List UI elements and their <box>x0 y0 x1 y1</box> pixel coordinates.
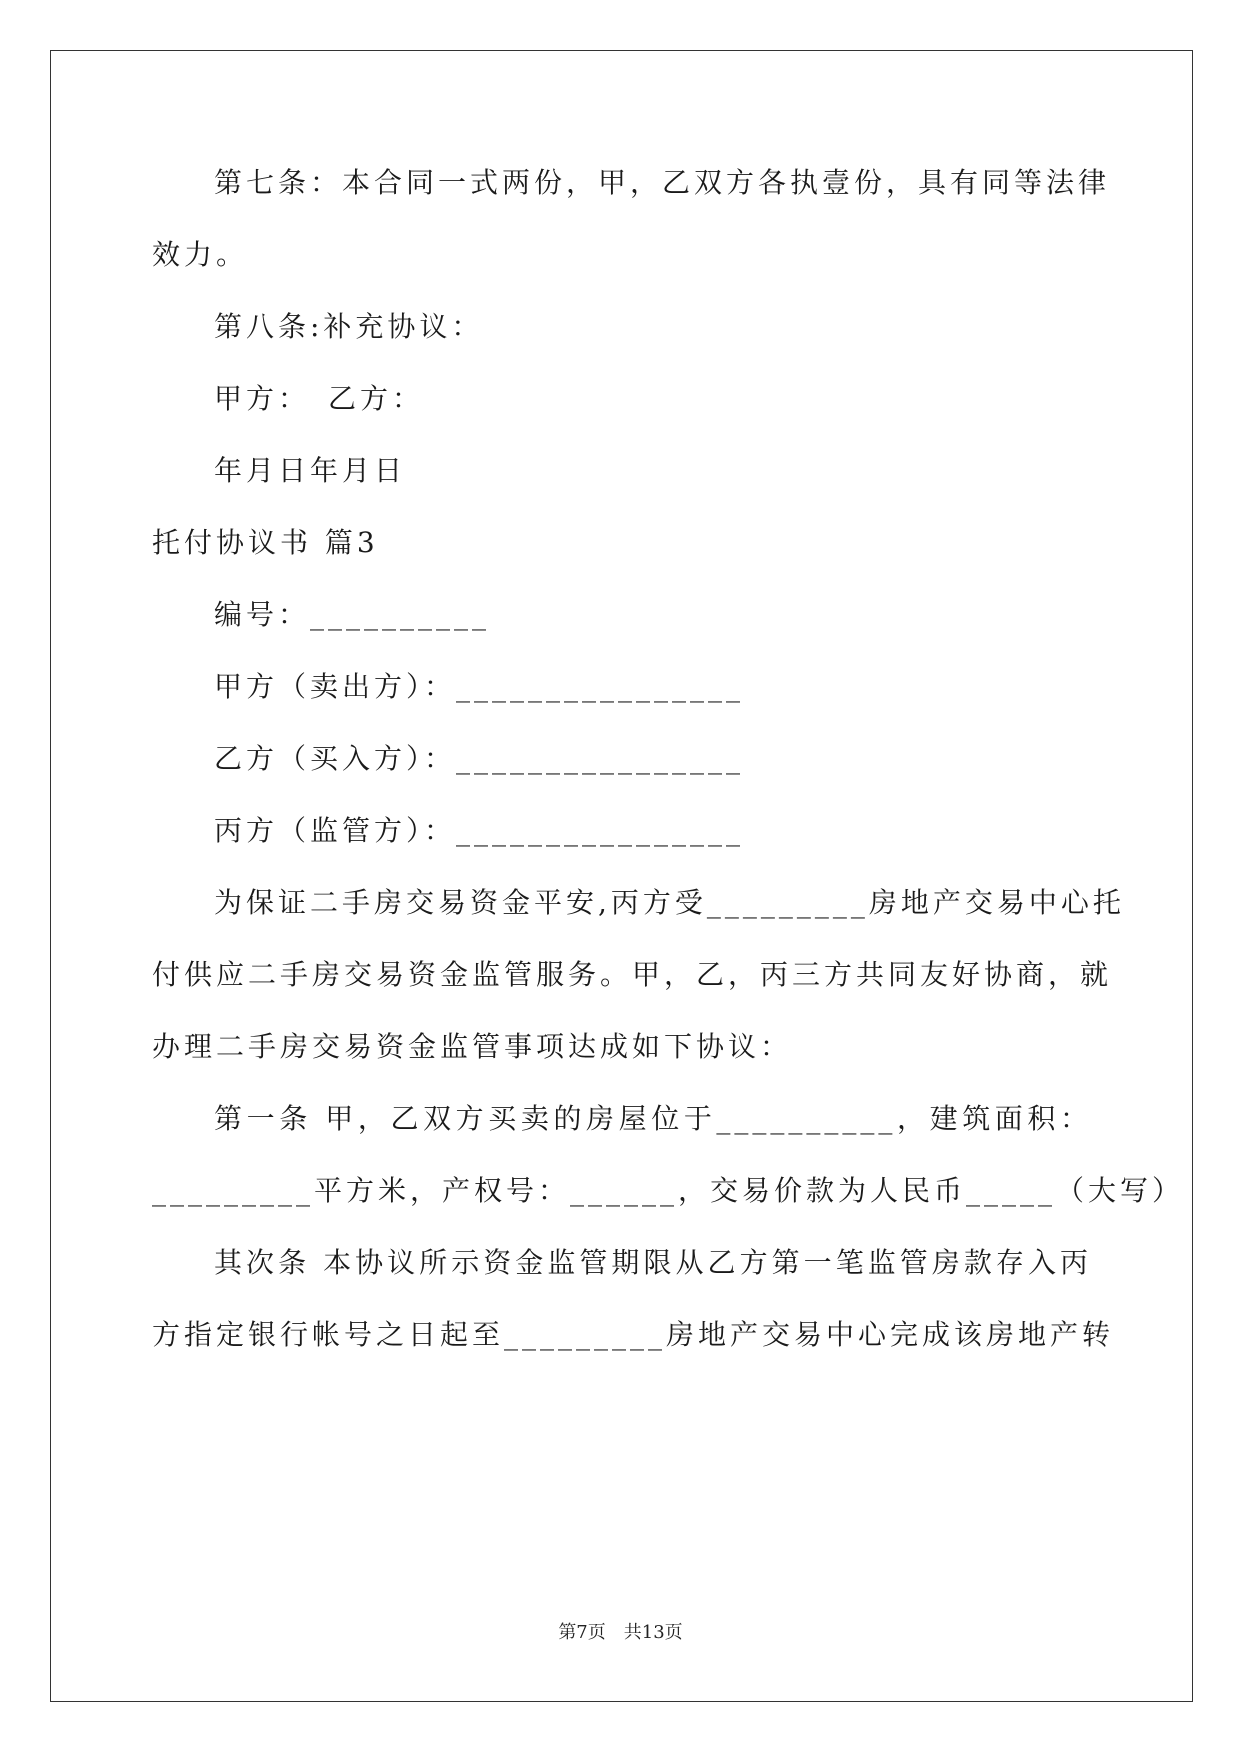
paragraph-line: 为保证二手房交易资金平安,丙方受_________房地产交易中心托 <box>214 886 1125 919</box>
paragraph-line: 第一条 甲，乙双方买卖的房屋位于__________，建筑面积： <box>214 1102 1092 1135</box>
field-party-b: 乙方（买入方）：________________ <box>214 742 745 775</box>
paragraph-line: _________平方米，产权号：______，交易价款为人民币_____（大写） <box>152 1174 1185 1207</box>
paragraph-line: 办理二手房交易资金监管事项达成如下协议： <box>152 1030 793 1063</box>
page-border <box>50 50 1193 1702</box>
paragraph-line: 甲方： 乙方： <box>214 382 425 415</box>
field-number: 编号：__________ <box>214 598 491 631</box>
paragraph-line: 付供应二手房交易资金监管服务。甲，乙，丙三方共同友好协商，就 <box>152 958 1113 991</box>
paragraph-line: 其次条 本协议所示资金监管期限从乙方第一笔监管房款存入丙 <box>214 1246 1092 1279</box>
paragraph-line: 第七条：本合同一式两份，甲，乙双方各执壹份，具有同等法律 <box>214 166 1111 199</box>
page-number: 第7页 共13页 <box>558 1622 683 1643</box>
field-party-a: 甲方（卖出方）：________________ <box>214 670 745 703</box>
paragraph-line: 效力。 <box>152 238 249 271</box>
paragraph-line: 第八条:补充协议： <box>214 310 484 343</box>
field-party-c: 丙方（监管方）：________________ <box>214 814 745 847</box>
section-heading: 托付协议书 篇3 <box>152 526 379 559</box>
paragraph-line: 方指定银行帐号之日起至_________房地产交易中心完成该房地产转 <box>152 1318 1115 1351</box>
paragraph-line: 年月日年月日 <box>214 454 407 487</box>
